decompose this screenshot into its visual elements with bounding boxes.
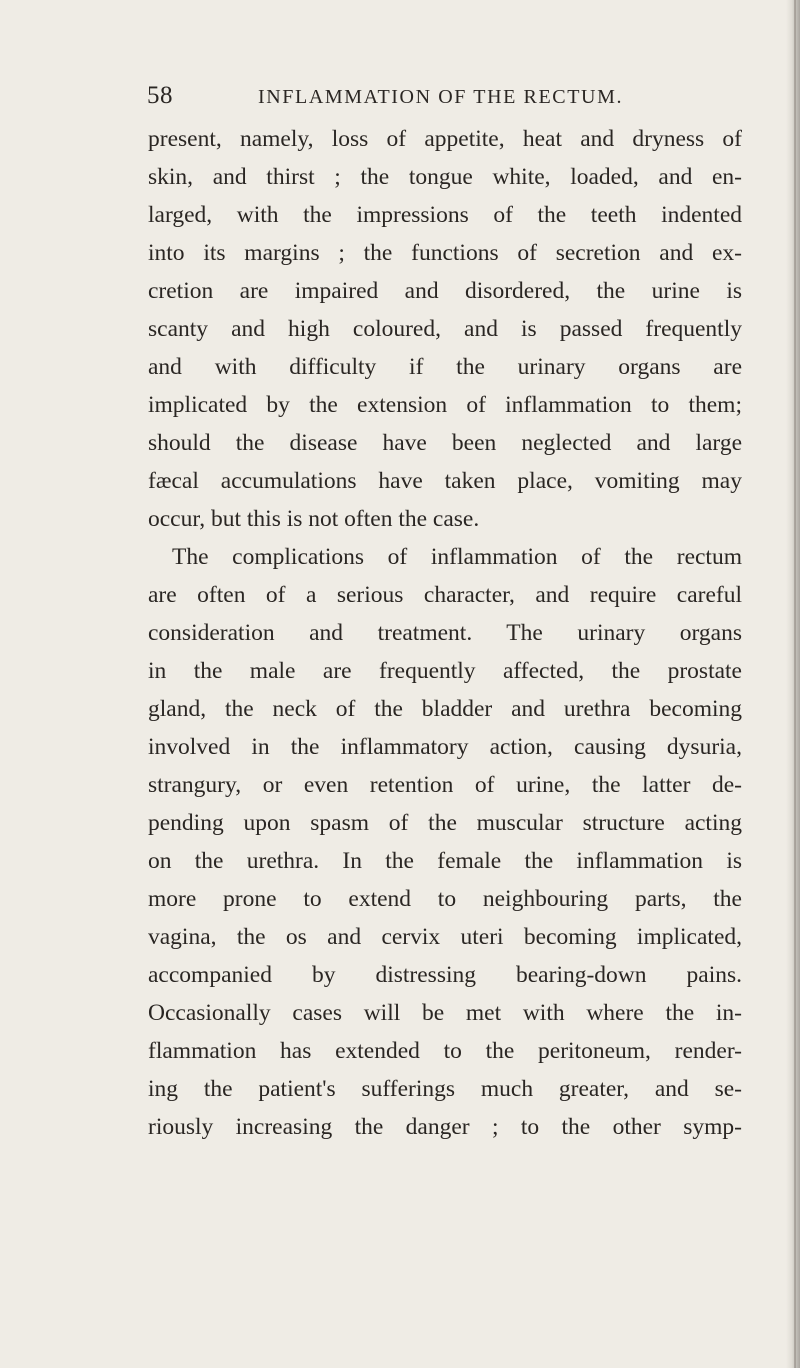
text-line: in the male are frequently affected, the prostate: [148, 658, 742, 684]
text-line: pending upon spasm of the muscular structure acting: [148, 810, 742, 836]
text-line: skin, and thirst ; the tongue white, loaded, and en-: [148, 164, 742, 190]
text-line: flammation has extended to the peritoneum, render-: [148, 1038, 742, 1064]
text-line: strangury, or even retention of urine, the latter de-: [148, 772, 742, 798]
text-line: ing the patient's sufferings much greater, and se-: [148, 1076, 742, 1102]
text-line: consideration and treatment. The urinary organs: [148, 620, 742, 646]
text-line: more prone to extend to neighbouring parts, the: [148, 886, 742, 912]
text-line: on the urethra. In the female the inflammation is: [148, 848, 742, 874]
text-line: accompanied by distressing bearing-down pains.: [148, 962, 742, 988]
text-line: larged, with the impressions of the teeth indented: [148, 202, 742, 228]
text-line: into its margins ; the functions of secretion and ex-: [148, 240, 742, 266]
text-line: are often of a serious character, and require careful: [148, 582, 742, 608]
text-line: scanty and high coloured, and is passed frequently: [148, 316, 742, 342]
text-line: fæcal accumulations have taken place, vomiting may: [148, 468, 742, 494]
text-line: should the disease have been neglected and large: [148, 430, 742, 456]
body-text: [148, 120, 742, 1146]
text-line: and with difficulty if the urinary organs are: [148, 354, 742, 380]
running-head: INFLAMMATION OF THE RECTUM.: [258, 86, 624, 108]
text-line: vagina, the os and cervix uteri becoming implicated,: [148, 924, 742, 950]
page-number: 58: [147, 82, 173, 109]
text-line: occur, but this is not often the case.: [148, 506, 480, 532]
text-line: riously increasing the danger ; to the other symp-: [148, 1114, 742, 1140]
text-line: present, namely, loss of appetite, heat and dryness of: [148, 126, 742, 152]
page-header: [0, 82, 800, 118]
page-edge-line: [794, 0, 796, 1368]
text-line: implicated by the extension of inflammation to them;: [148, 392, 742, 418]
text-line: gland, the neck of the bladder and urethra becoming: [148, 696, 742, 722]
text-line: involved in the inflammatory action, causing dysuria,: [148, 734, 742, 760]
text-line: cretion are impaired and disordered, the urine is: [148, 278, 742, 304]
text-line: The complications of inflammation of the rectum: [172, 544, 742, 570]
page-edge-shadow: [786, 0, 800, 1368]
text-line: Occasionally cases will be met with where the in-: [148, 1000, 742, 1026]
